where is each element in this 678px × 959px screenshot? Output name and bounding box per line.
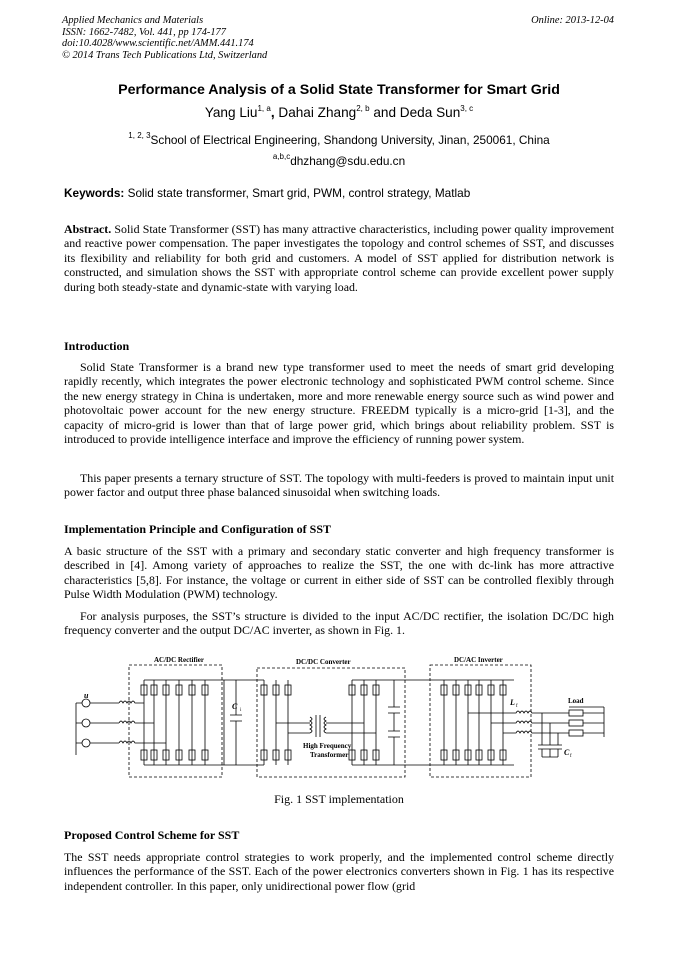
abstract-text: Solid State Transformer (SST) has many attractive characteristics, including power quality improvement and reactive power compensation. The paper investigates the topology and control schemes of SST, and discusses its flexibility and reliability for both grid and customers. A model of SST applied for distribution network is constructed, and simulation shows the SST with appropriate control scheme can provide excellent power supply during both steady-state and dynamic-state with varying load. [64, 222, 614, 294]
figure-caption: Fig. 1 SST implementation [274, 792, 404, 806]
affiliation [0, 131, 678, 147]
keywords [64, 186, 470, 200]
email-sup: a,b,c [272, 152, 291, 161]
label-ci-sub: i [240, 708, 242, 713]
label-hf-2: Transformer [310, 751, 349, 759]
label-load: Load [568, 697, 584, 705]
author-sup: 2, b [356, 104, 370, 113]
author-name: Deda Sun [399, 105, 461, 120]
email-line [0, 152, 678, 168]
section-heading-introduction: Introduction [64, 339, 130, 353]
affiliation-text: School of Electrical Engineering, Shandong University, Jinan, 250061, China [150, 133, 550, 147]
intro-paragraph-1: Solid State Transformer is a brand new type transformer used to meet the needs of smart grid developing rapidly recently, which integrates the power electronic technology and sophisticated PWM control scheme. Since the new energy strategy in China is undertaken, more and more renewable energy source such as wind power and photovoltaic power account for the new energy structure. FREEDM typically is a micro-grid [1-3], and the capacity of micro-grid is lower than that of large power grid, which brings about reliability problem. SST is introduced to provide intelligence interface and improve the efficiency of running power system. [64, 360, 614, 447]
label-u: u [84, 691, 89, 700]
author-separator: , [270, 105, 279, 120]
email-address: dhzhang@sdu.edu.cn [290, 154, 406, 168]
online-date: Online: 2013-12-04 [531, 15, 614, 26]
label-hf-1: High Frequency [303, 742, 352, 750]
label-rectifier: AC/DC Rectifier [154, 656, 204, 664]
label-ci: C [232, 702, 238, 711]
abstract [64, 222, 614, 294]
author-list [0, 104, 678, 120]
author-sup: 3, c [460, 104, 474, 113]
author-separator: and [369, 105, 400, 120]
converter-box [257, 668, 405, 777]
figure-sst-circuit [64, 645, 616, 790]
author-sup: 1, a [257, 104, 271, 113]
label-cf: C [564, 748, 570, 757]
author-name: Dahai Zhang [278, 105, 357, 120]
impl-paragraph-1: A basic structure of the SST with a primary and secondary static converter and high frequency transformer is described in [4]. Among variety of approaches to realize the SST, the one with dc-link has more attractive characteristics [5,8]. For instance, the voltage or current in either side of SST can be controlled flexibly through Pulse Width Modulation (PWM) technology. [64, 544, 614, 602]
label-lf-sub: f [516, 704, 518, 709]
label-converter: DC/DC Converter [296, 658, 351, 666]
intro-paragraph-2: This paper presents a ternary structure of SST. The topology with multi-feeders is proved to maintain input unit power factor and output three phase balanced sinusoidal when switching loads. [64, 471, 614, 500]
issn: ISSN: 1662-7482, Vol. 441, pp 174-177 [62, 26, 226, 38]
journal-header [62, 15, 267, 61]
section-heading-implementation: Implementation Principle and Configuration of SST [64, 522, 332, 536]
abstract-label: Abstract. [64, 222, 112, 236]
keywords-text: Solid state transformer, Smart grid, PWM, control strategy, Matlab [127, 186, 471, 200]
section-heading-control: Proposed Control Scheme for SST [64, 828, 240, 842]
keywords-label: Keywords: [64, 186, 125, 200]
journal-name: Applied Mechanics and Materials [62, 15, 204, 26]
impl-paragraph-2: For analysis purposes, the SST’s structure is divided to the input AC/DC rectifier, the isolation DC/DC high frequency converter and the output DC/AC inverter, as shown in Fig. 1. [64, 609, 614, 638]
affiliation-sup: 1, 2, 3 [128, 131, 151, 140]
paper-title: Performance Analysis of a Solid State Transformer for Smart Grid [118, 82, 560, 98]
label-lf: L [510, 698, 515, 707]
author-name: Yang Liu [204, 105, 258, 120]
copyright: © 2014 Trans Tech Publications Ltd, Switzerland [62, 49, 268, 61]
control-paragraph-1: The SST needs appropriate control strategies to work properly, and the implemented control scheme directly influences the performance of the SST. Each of the power electronics converters shown in Fig. 1 has its respective independent controller. In this paper, only unidirectional power flow (grid [64, 850, 614, 893]
label-inverter: DC/AC Inverter [454, 656, 503, 664]
doi: doi:10.4028/www.scientific.net/AMM.441.174 [62, 38, 254, 49]
label-cf-sub: f [570, 754, 572, 759]
circuit-diagram [64, 645, 616, 790]
